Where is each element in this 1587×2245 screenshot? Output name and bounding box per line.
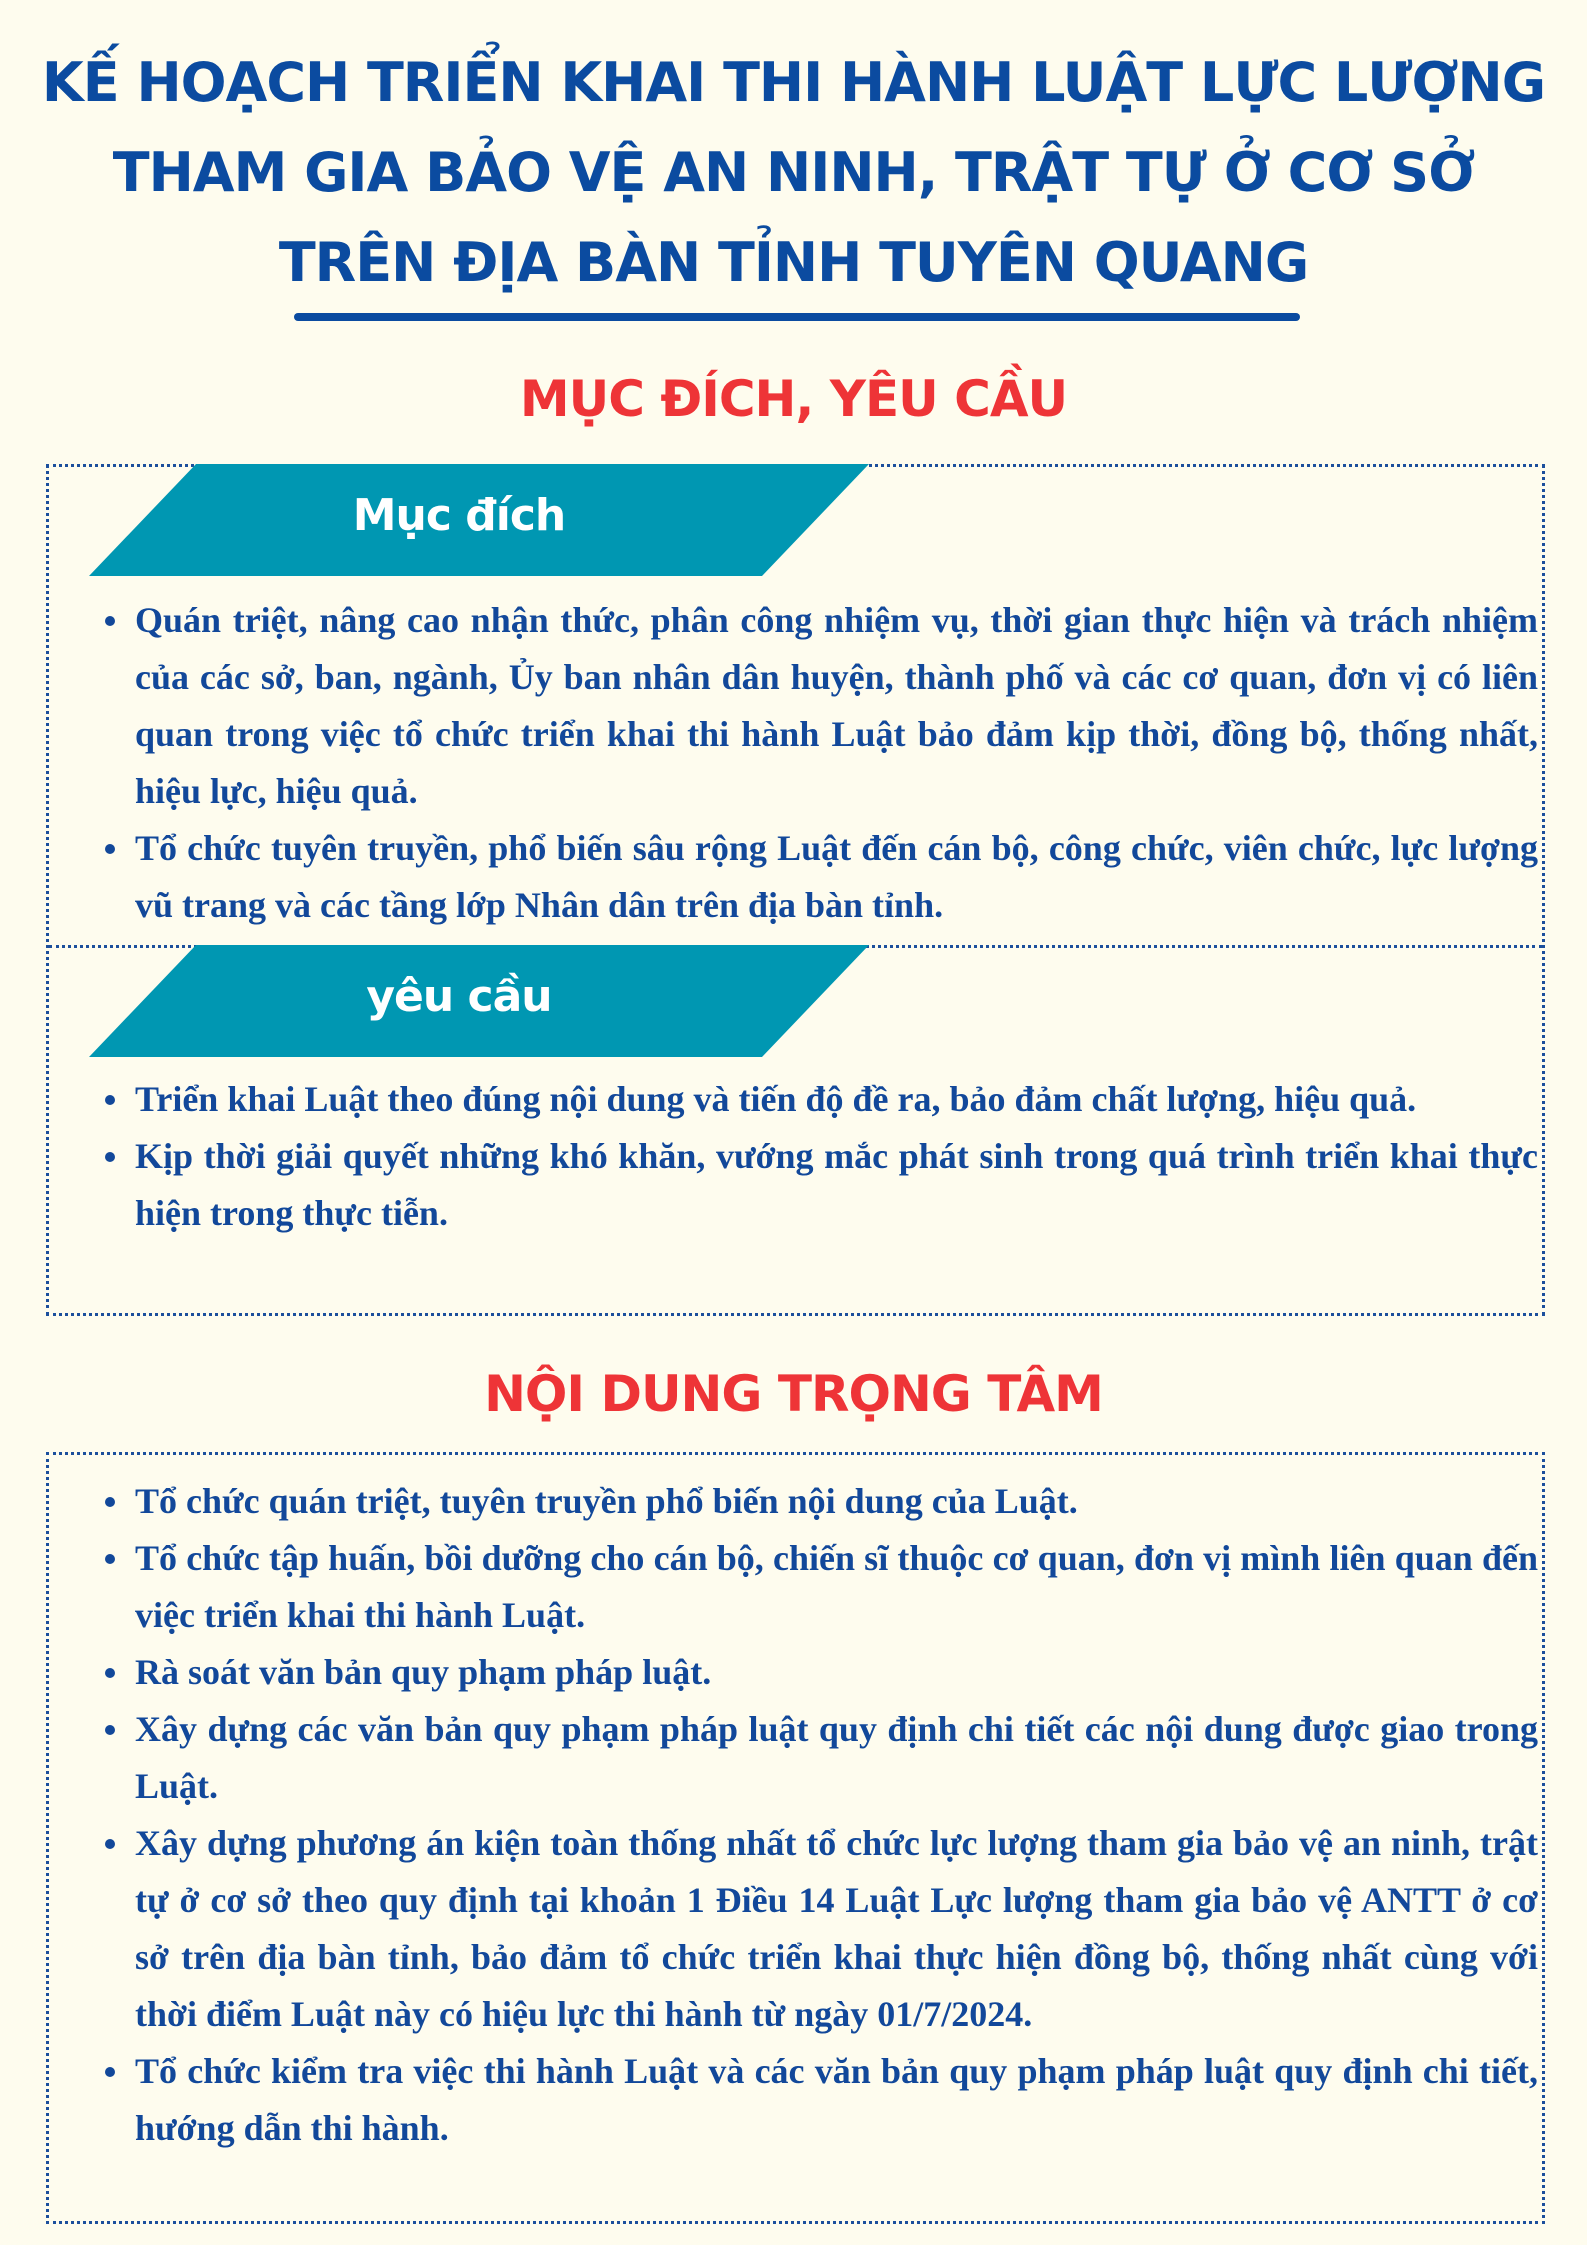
- title-line: THAM GIA BẢO VỆ AN NINH, TRẬT TỰ Ở CƠ SỞ: [112, 141, 1475, 204]
- purpose-label: Mục đích: [352, 490, 566, 541]
- title-underline: [294, 313, 1300, 321]
- title-line: KẾ HOẠCH TRIỂN KHAI THI HÀNH LUẬT LỰC LƯỢNG: [41, 51, 1546, 114]
- list-item: Triển khai Luật theo đúng nội dung và tiến độ đề ra, bảo đảm chất lượng, hiệu quả.: [135, 1071, 1544, 1128]
- list-item: Xây dựng các văn bản quy phạm pháp luật quy định chi tiết các nội dung được giao trong Luật.: [135, 1701, 1544, 1815]
- list-item: Rà soát văn bản quy phạm pháp luật.: [135, 1644, 1544, 1701]
- purpose-banner: [89, 464, 869, 576]
- list-item: Tổ chức quán triệt, tuyên truyền phổ biến nội dung của Luật.: [135, 1473, 1544, 1530]
- list-item: Tổ chức tuyên truyền, phổ biến sâu rộng Luật đến cán bộ, công chức, viên chức, lực lượng vũ trang và các tầng lớp Nhân dân trên địa bàn tỉnh.: [135, 820, 1544, 934]
- section-heading-purpose-requirements: MỤC ĐÍCH, YÊU CẦU: [519, 370, 1068, 428]
- requirement-list: [99, 1071, 1544, 1242]
- list-item: Kịp thời giải quyết những khó khăn, vướng mắc phát sinh trong quá trình triển khai thực hiện trong thực tiễn.: [135, 1128, 1544, 1242]
- title-line: TRÊN ĐỊA BÀN TỈNH TUYÊN QUANG: [278, 231, 1309, 294]
- list-item: Quán triệt, nâng cao nhận thức, phân công nhiệm vụ, thời gian thực hiện và trách nhiệm của các sở, ban, ngành, Ủy ban nhân dân huyện, thành phố và các cơ quan, đơn vị có liên quan trong việc tổ chức triển khai thi hành Luật bảo đảm kịp thời, đồng bộ, thống nhất, hiệu lực, hiệu quả.: [135, 592, 1544, 820]
- list-item: Tổ chức kiểm tra việc thi hành Luật và các văn bản quy phạm pháp luật quy định chi tiết, hướng dẫn thi hành.: [135, 2043, 1544, 2157]
- page-title: [0, 38, 1587, 308]
- list-item: Tổ chức tập huấn, bồi dưỡng cho cán bộ, chiến sĩ thuộc cơ quan, đơn vị mình liên quan đến việc triển khai thi hành Luật.: [135, 1530, 1544, 1644]
- key-content-box: [46, 1452, 1545, 2224]
- key-content-list: [99, 1473, 1544, 2157]
- section-heading-key-content: NỘI DUNG TRỌNG TÂM: [484, 1365, 1103, 1423]
- list-item: Xây dựng phương án kiện toàn thống nhất tổ chức lực lượng tham gia bảo vệ an ninh, trật tự ở cơ sở theo quy định tại khoản 1 Điều 14 Luật Lực lượng tham gia bảo vệ ANTT ở cơ sở trên địa bàn tỉnh, bảo đảm tổ chức triển khai thực hiện đồng bộ, thống nhất cùng với thời điểm Luật này có hiệu lực thi hành từ ngày 01/7/2024.: [135, 1815, 1544, 2043]
- purpose-requirements-box: [46, 464, 1545, 1316]
- purpose-list: [99, 592, 1544, 934]
- requirement-label: yêu cầu: [366, 971, 552, 1022]
- requirement-banner: [89, 945, 869, 1057]
